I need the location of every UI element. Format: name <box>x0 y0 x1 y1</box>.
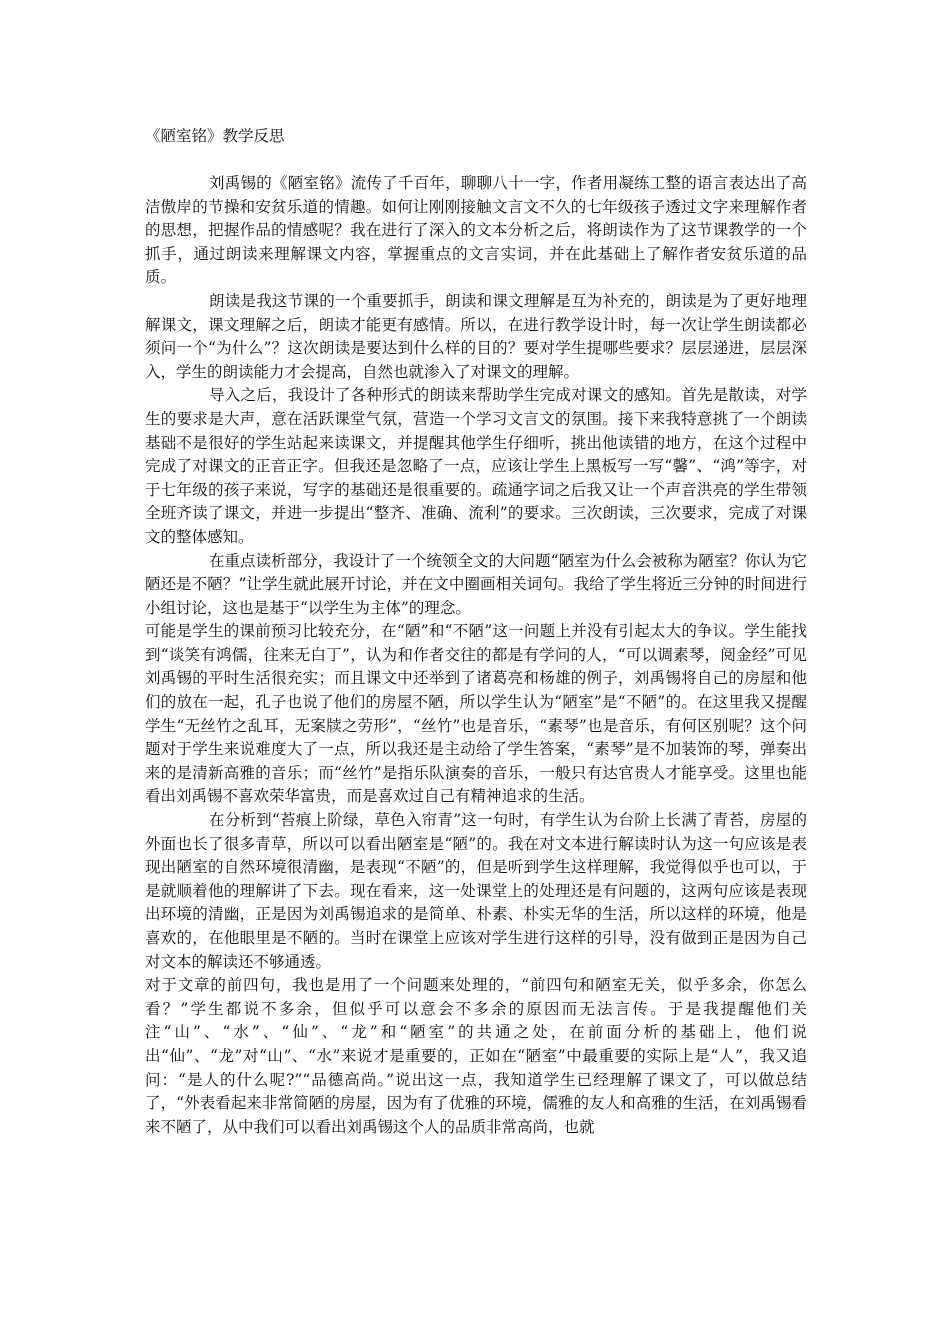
paragraph-6: 在分析到“苔痕上阶绿，草色入帘青”这一句时，有学生认为台阶上长满了青苔，房屋的外面也长了很多青草，所以可以看出陋室是“陋”的。我在对文本进行解读时认为这一句应该是表现出陋室的自然环境很清幽，是表现“不陋”的，但是听到学生这样理解，我觉得似乎也可以，于是就顺着他的理解讲了下去。现在看来，这一处课堂上的处理还是有问题的，这两句应该是表现出环境的清幽，正是因为刘禹锡追求的是简单、朴素、朴实无华的生活，所以这样的环境，他是喜欢的，在他眼里是不陋的。当时在课堂上应该对学生进行这样的引导，没有做到正是因为自己对文本的解读还不够通透。 <box>145 811 807 971</box>
document-title: 《陋室铭》教学反思 <box>145 127 285 145</box>
document-body <box>145 124 807 1139</box>
paragraph-7: 对于文章的前四句，我也是用了一个问题来处理的，“前四句和陋室无关，似乎多余，你怎么看？”学生都说不多余，但似乎可以意会不多余的原因而无法言传。于是我提醒他们关注“山”、“水”、“仙”、“龙”和“陋室”的共通之处，在前面分析的基础上，他们说出“仙”、“龙”对“山”、“水”来说才是重要的，正如在“陋室”中最重要的实际上是“人”，我又追问：“是人的什么呢?”“品德高尚。”说出这一点，我知道学生已经理解了课文了，可以做总结了，“外表看起来非常简陋的房屋，因为有了优雅的环境，儒雅的友人和高雅的生活，在刘禹锡看来不陋了，从中我们可以看出刘禹锡这个人的品质非常高尚，也就 <box>145 976 807 1136</box>
paragraph-5: 可能是学生的课前预习比较充分，在“陋”和“不陋”这一问题上并没有引起太大的争议。学生能找到“谈笑有鸿儒，往来无白丁”，认为和作者交往的都是有学问的人，“可以调素琴，阅金经”可见刘禹锡的平时生活很充实；而且课文中还举到了诸葛亮和杨雄的例子，刘禹锡将自己的房屋和他们的放在一起，孔子也说了他们的房屋不陋，所以学生认为“陋室”是“不陋”的。在这里我又提醒学生“无丝竹之乱耳，无案牍之劳形”，“丝竹”也是音乐，“素琴”也是音乐，有何区别呢？这个问题对于学生来说难度大了一点，所以我还是主动给了学生答案，“素琴”是不加装饰的琴，弹奏出来的是清新高雅的音乐；而“丝竹”是指乐队演奏的音乐，一般只有达官贵人才能享受。这里也能看出刘禹锡不喜欢荣华富贵，而是喜欢过自己有精神追求的生活。 <box>145 622 807 806</box>
paragraph-4: 在重点读析部分，我设计了一个统领全文的大问题“陋室为什么会被称为陋室？你认为它陋还是不陋？”让学生就此展开讨论，并在文中圈画相关词句。我给了学生将近三分钟的时间进行小组讨论，这也是基于“以学生为主体”的理念。 <box>145 551 807 617</box>
paragraph-3: 导入之后，我设计了各种形式的朗读来帮助学生完成对课文的感知。首先是散读，对学生的要求是大声，意在活跃课堂气氛，营造一个学习文言文的氛围。接下来我特意挑了一个朗读基础不是很好的学生站起来读课文，并提醒其他学生仔细听，挑出他读错的地方，在这个过程中完成了对课文的正音正字。但我还是忽略了一点，应该让学生上黑板写一写“馨”、“鸿”等字，对于七年级的孩子来说，写字的基础还是很重要的。疏通字词之后我又让一个声音洪亮的学生带领全班齐读了课文，并进一步提出“整齐、准确、流利”的要求。三次朗读，三次要求，完成了对课文的整体感知。 <box>145 386 807 546</box>
paragraph-2: 朗读是我这节课的一个重要抓手，朗读和课文理解是互为补充的，朗读是为了更好地理解课文，课文理解之后，朗读才能更有感情。所以，在进行教学设计时，每一次让学生朗读都必须问一个“为什么”？这次朗读是要达到什么样的目的？要对学生提哪些要求？层层递进，层层深入，学生的朗读能力才会提高，自然也就渗入了对课文的理解。 <box>145 291 807 381</box>
paragraph-1: 刘禹锡的《陋室铭》流传了千百年，聊聊八十一字，作者用凝练工整的语言表达出了高洁傲岸的节操和安贫乐道的情趣。如何让刚刚接触文言文不久的七年级孩子透过文字来理解作者的思想，把握作品的情感呢？我在进行了深入的文本分析之后，将朗读作为了这节课教学的一个抓手，通过朗读来理解课文内容，掌握重点的文言实词，并在此基础上了解作者安贫乐道的品质。 <box>145 174 807 287</box>
